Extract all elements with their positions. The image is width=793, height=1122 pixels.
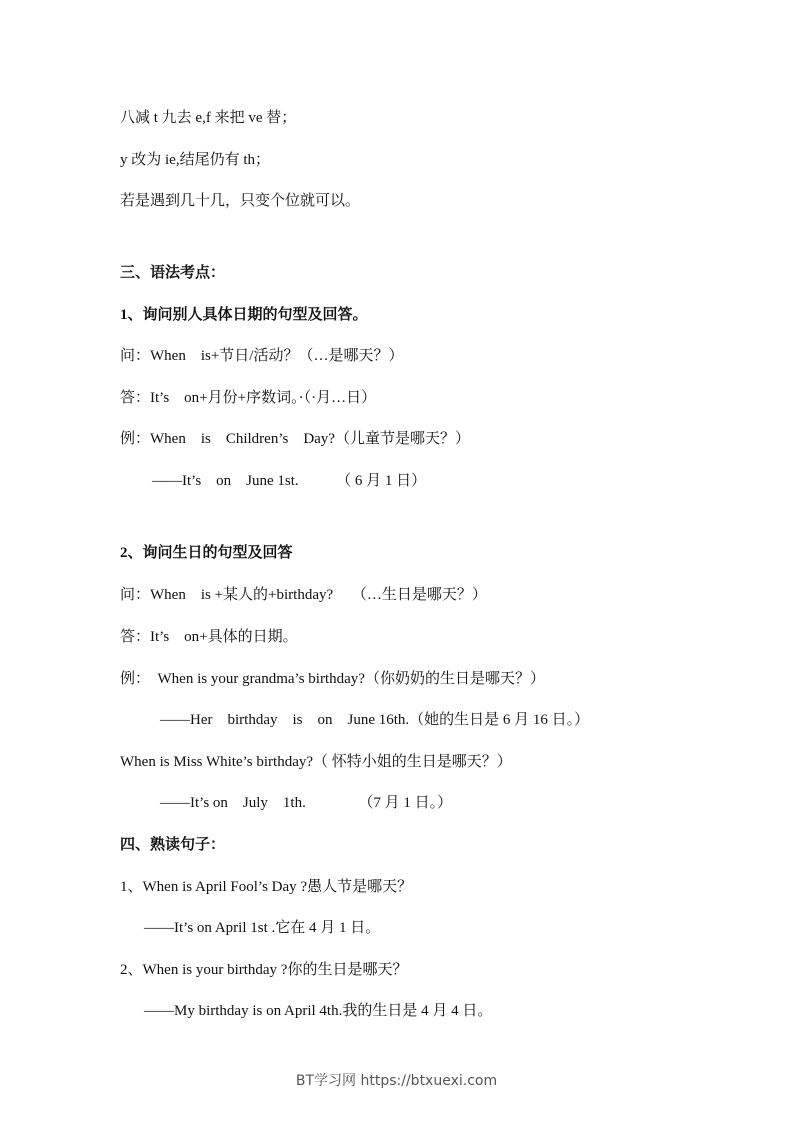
point-2-example-2-reply: ——It’s on July 1th. （7 月 1 日。）: [160, 795, 453, 811]
point-1-answer: 答：It’s on+月份+序数词。·（·月…日）: [120, 390, 377, 406]
section-3-heading: 三、语法考点：: [120, 265, 226, 281]
sentence-1-reply: ——It’s on April 1st .它在 4 月 1 日。: [144, 920, 381, 936]
sentence-2: 2、When is your birthday ?你的生日是哪天？: [120, 962, 408, 978]
section-4-heading: 四、熟读句子：: [120, 837, 226, 853]
point-2-example-2: When is Miss White’s birthday?（ 怀特小姐的生日是哪天？）: [120, 754, 512, 770]
point-2-example-1-reply: ——Her birthday is on June 16th.（她的生日是 6 月 16 日。）: [160, 712, 590, 728]
point-1-example-reply: ——It’s on June 1st. （ 6 月 1 日）: [152, 473, 427, 489]
point-1-title: 1、询问别人具体日期的句型及回答。: [120, 307, 368, 323]
sentence-2-reply: ——My birthday is on April 4th.我的生日是 4 月 4 日。: [144, 1003, 493, 1019]
point-2-title: 2、询问生日的句型及回答: [120, 545, 293, 561]
rhyme-line-1: 八减 t 九去 e,f 来把 ve 替；: [120, 110, 297, 126]
rhyme-line-3: 若是遇到几十几，只变个位就可以。: [120, 193, 361, 209]
point-1-example: 例：When is Children’s Day?（儿童节是哪天？）: [120, 431, 470, 447]
point-2-answer: 答：It’s on+具体的日期。: [120, 629, 298, 645]
sentence-1: 1、When is April Fool’s Day ?愚人节是哪天？: [120, 879, 413, 895]
footer-watermark: BT学习网 https://btxuexi.com: [295, 1073, 498, 1089]
rhyme-line-2: y 改为 ie,结尾仍有 th；: [120, 152, 270, 168]
point-2-example-1: 例： When is your grandma’s birthday?（你奶奶的生日是哪天？）: [120, 671, 545, 687]
point-1-question: 问：When is+节日/活动？（…是哪天？）: [120, 348, 404, 364]
point-2-question: 问：When is +某人的+birthday? （…生日是哪天？）: [120, 587, 487, 603]
